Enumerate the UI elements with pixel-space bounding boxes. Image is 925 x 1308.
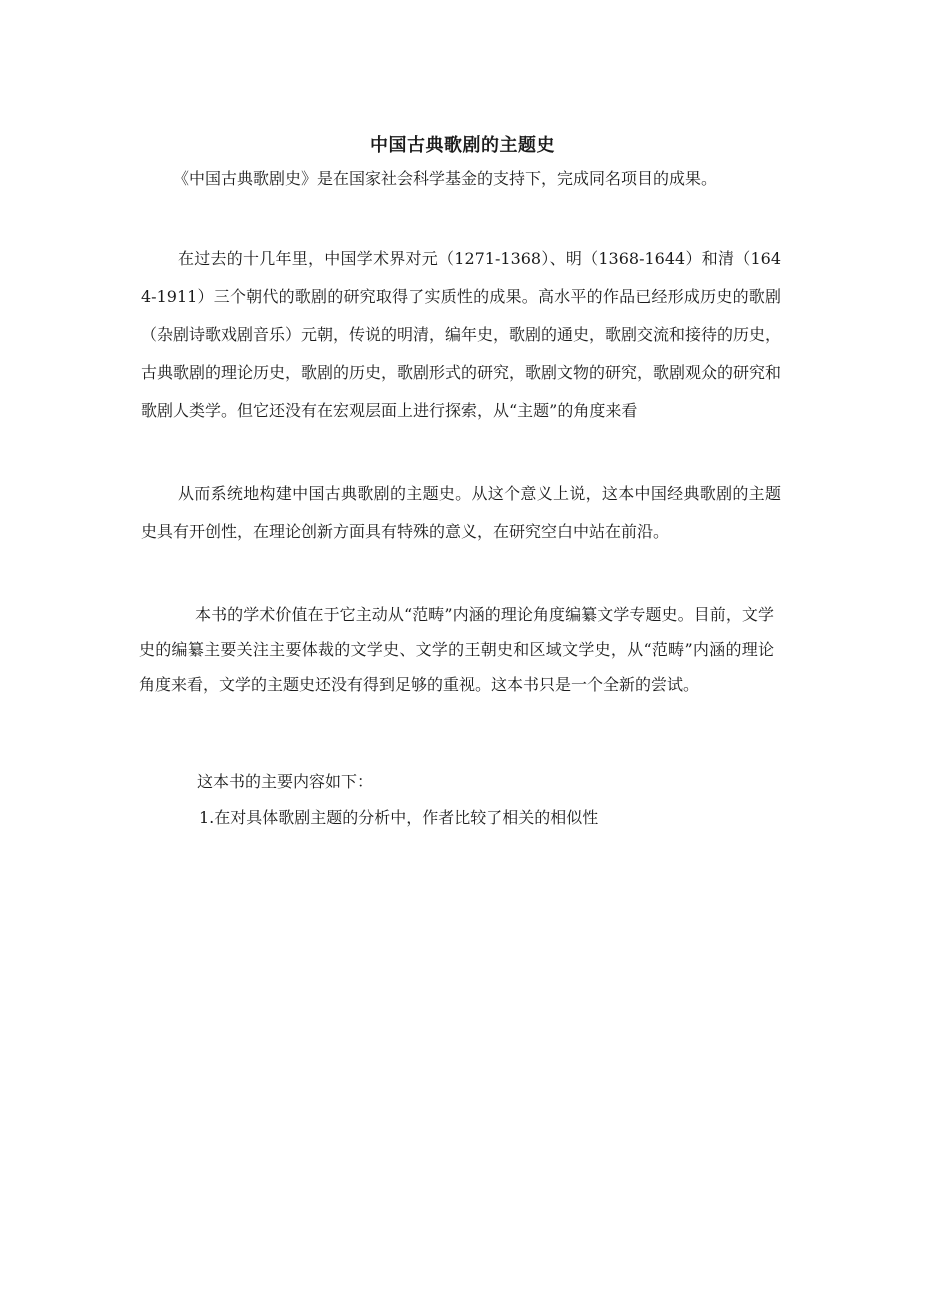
paragraph-intro: 《中国古典歌剧史》是在国家社会科学基金的支持下，完成同名项目的成果。	[173, 169, 718, 188]
paragraph-significance: 从而系统地构建中国古典歌剧的主题史。从这个意义上说，这本中国经典歌剧的主题史具有开创性，在理论创新方面具有特殊的意义，在研究空白中站在前沿。	[141, 484, 781, 541]
paragraph-academic-value: 本书的学术价值在于它主动从“范畴”内涵的理论角度编纂文学专题史。目前，文学史的编纂主要关注主要体裁的文学史、文学的王朝史和区域文学史，从“范畴”内涵的理论角度来看，文学的主题史还没有得到足够的重视。这本书只是一个全新的尝试。	[139, 605, 774, 694]
paragraph-research-background: 在过去的十几年里，中国学术界对元（1271-1368）、明（1368-1644）和清（1644-1911）三个朝代的歌剧的研究取得了实质性的成果。高水平的作品已经形成历史的歌剧（杂剧诗歌戏剧音乐）元朝，传说的明清，编年史，歌剧的通史，歌剧交流和接待的历史，古典歌剧的理论历史，歌剧的历史，歌剧形式的研究，歌剧文物的研究，歌剧观众的研究和歌剧人类学。但它还没有在宏观层面上进行探索，从“主题”的角度来看	[141, 249, 782, 420]
paragraph-contents-heading: 这本书的主要内容如下：	[197, 772, 374, 791]
document-title: 中国古典歌剧的主题史	[370, 135, 555, 157]
list-item-1: 1.在对具体歌剧主题的分析中，作者比较了相关的相似性	[199, 808, 599, 827]
